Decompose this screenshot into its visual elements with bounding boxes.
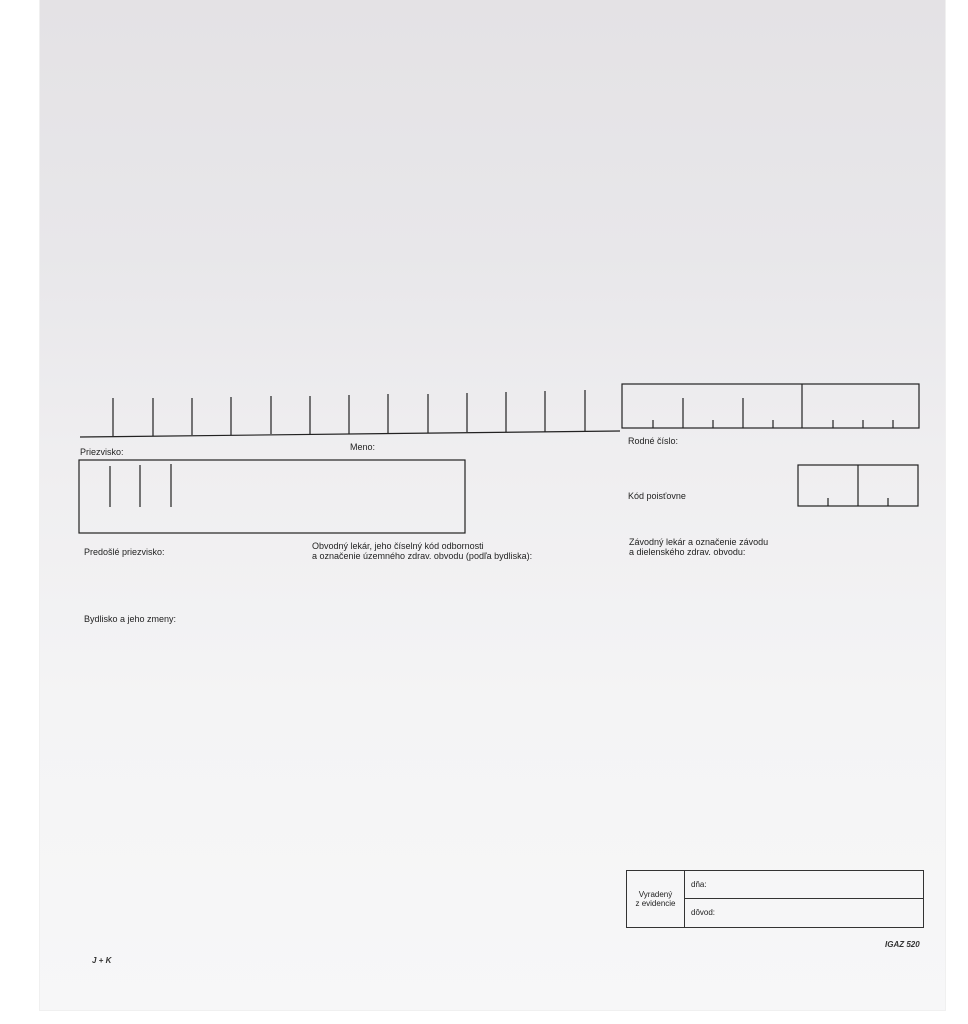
removal-header (627, 871, 685, 927)
previous-surname-label: Predošlé priezvisko: (84, 547, 165, 557)
form-code: IGAZ 520 (885, 940, 920, 949)
removal-box (626, 870, 924, 928)
insurer-code-label: Kód poisťovne (628, 491, 686, 501)
district-doctor-label-line2: a označenie územného zdrav. obvodu (podľa bydliska): (312, 551, 533, 561)
surname-code-box (79, 460, 465, 533)
factory-doctor-label-line2: a dielenského zdrav. obvodu: (629, 547, 746, 557)
birth-number-box (622, 384, 919, 428)
name-row-baseline (80, 431, 620, 437)
removal-date-field[interactable] (685, 871, 923, 899)
birth-number-label: Rodné číslo: (628, 436, 679, 446)
district-doctor-label-line1: Obvodný lekár, jeho číselný kód odbornosti (312, 541, 484, 551)
name-label: Meno: (350, 442, 376, 452)
removal-header-line2: z evidencie (635, 899, 676, 908)
residence-label: Bydlisko a jeho zmeny: (84, 614, 177, 624)
surname-label: Priezvisko: (80, 447, 124, 457)
printer-mark: J + K (92, 956, 112, 965)
removal-header-line1: Vyradený (638, 890, 673, 899)
factory-doctor-label-line1: Závodný lekár a označenie závodu (629, 537, 769, 547)
removal-reason-field[interactable] (685, 899, 923, 927)
removal-reason-label: dôvod: (691, 908, 716, 917)
removal-date-label: dňa: (691, 880, 707, 889)
